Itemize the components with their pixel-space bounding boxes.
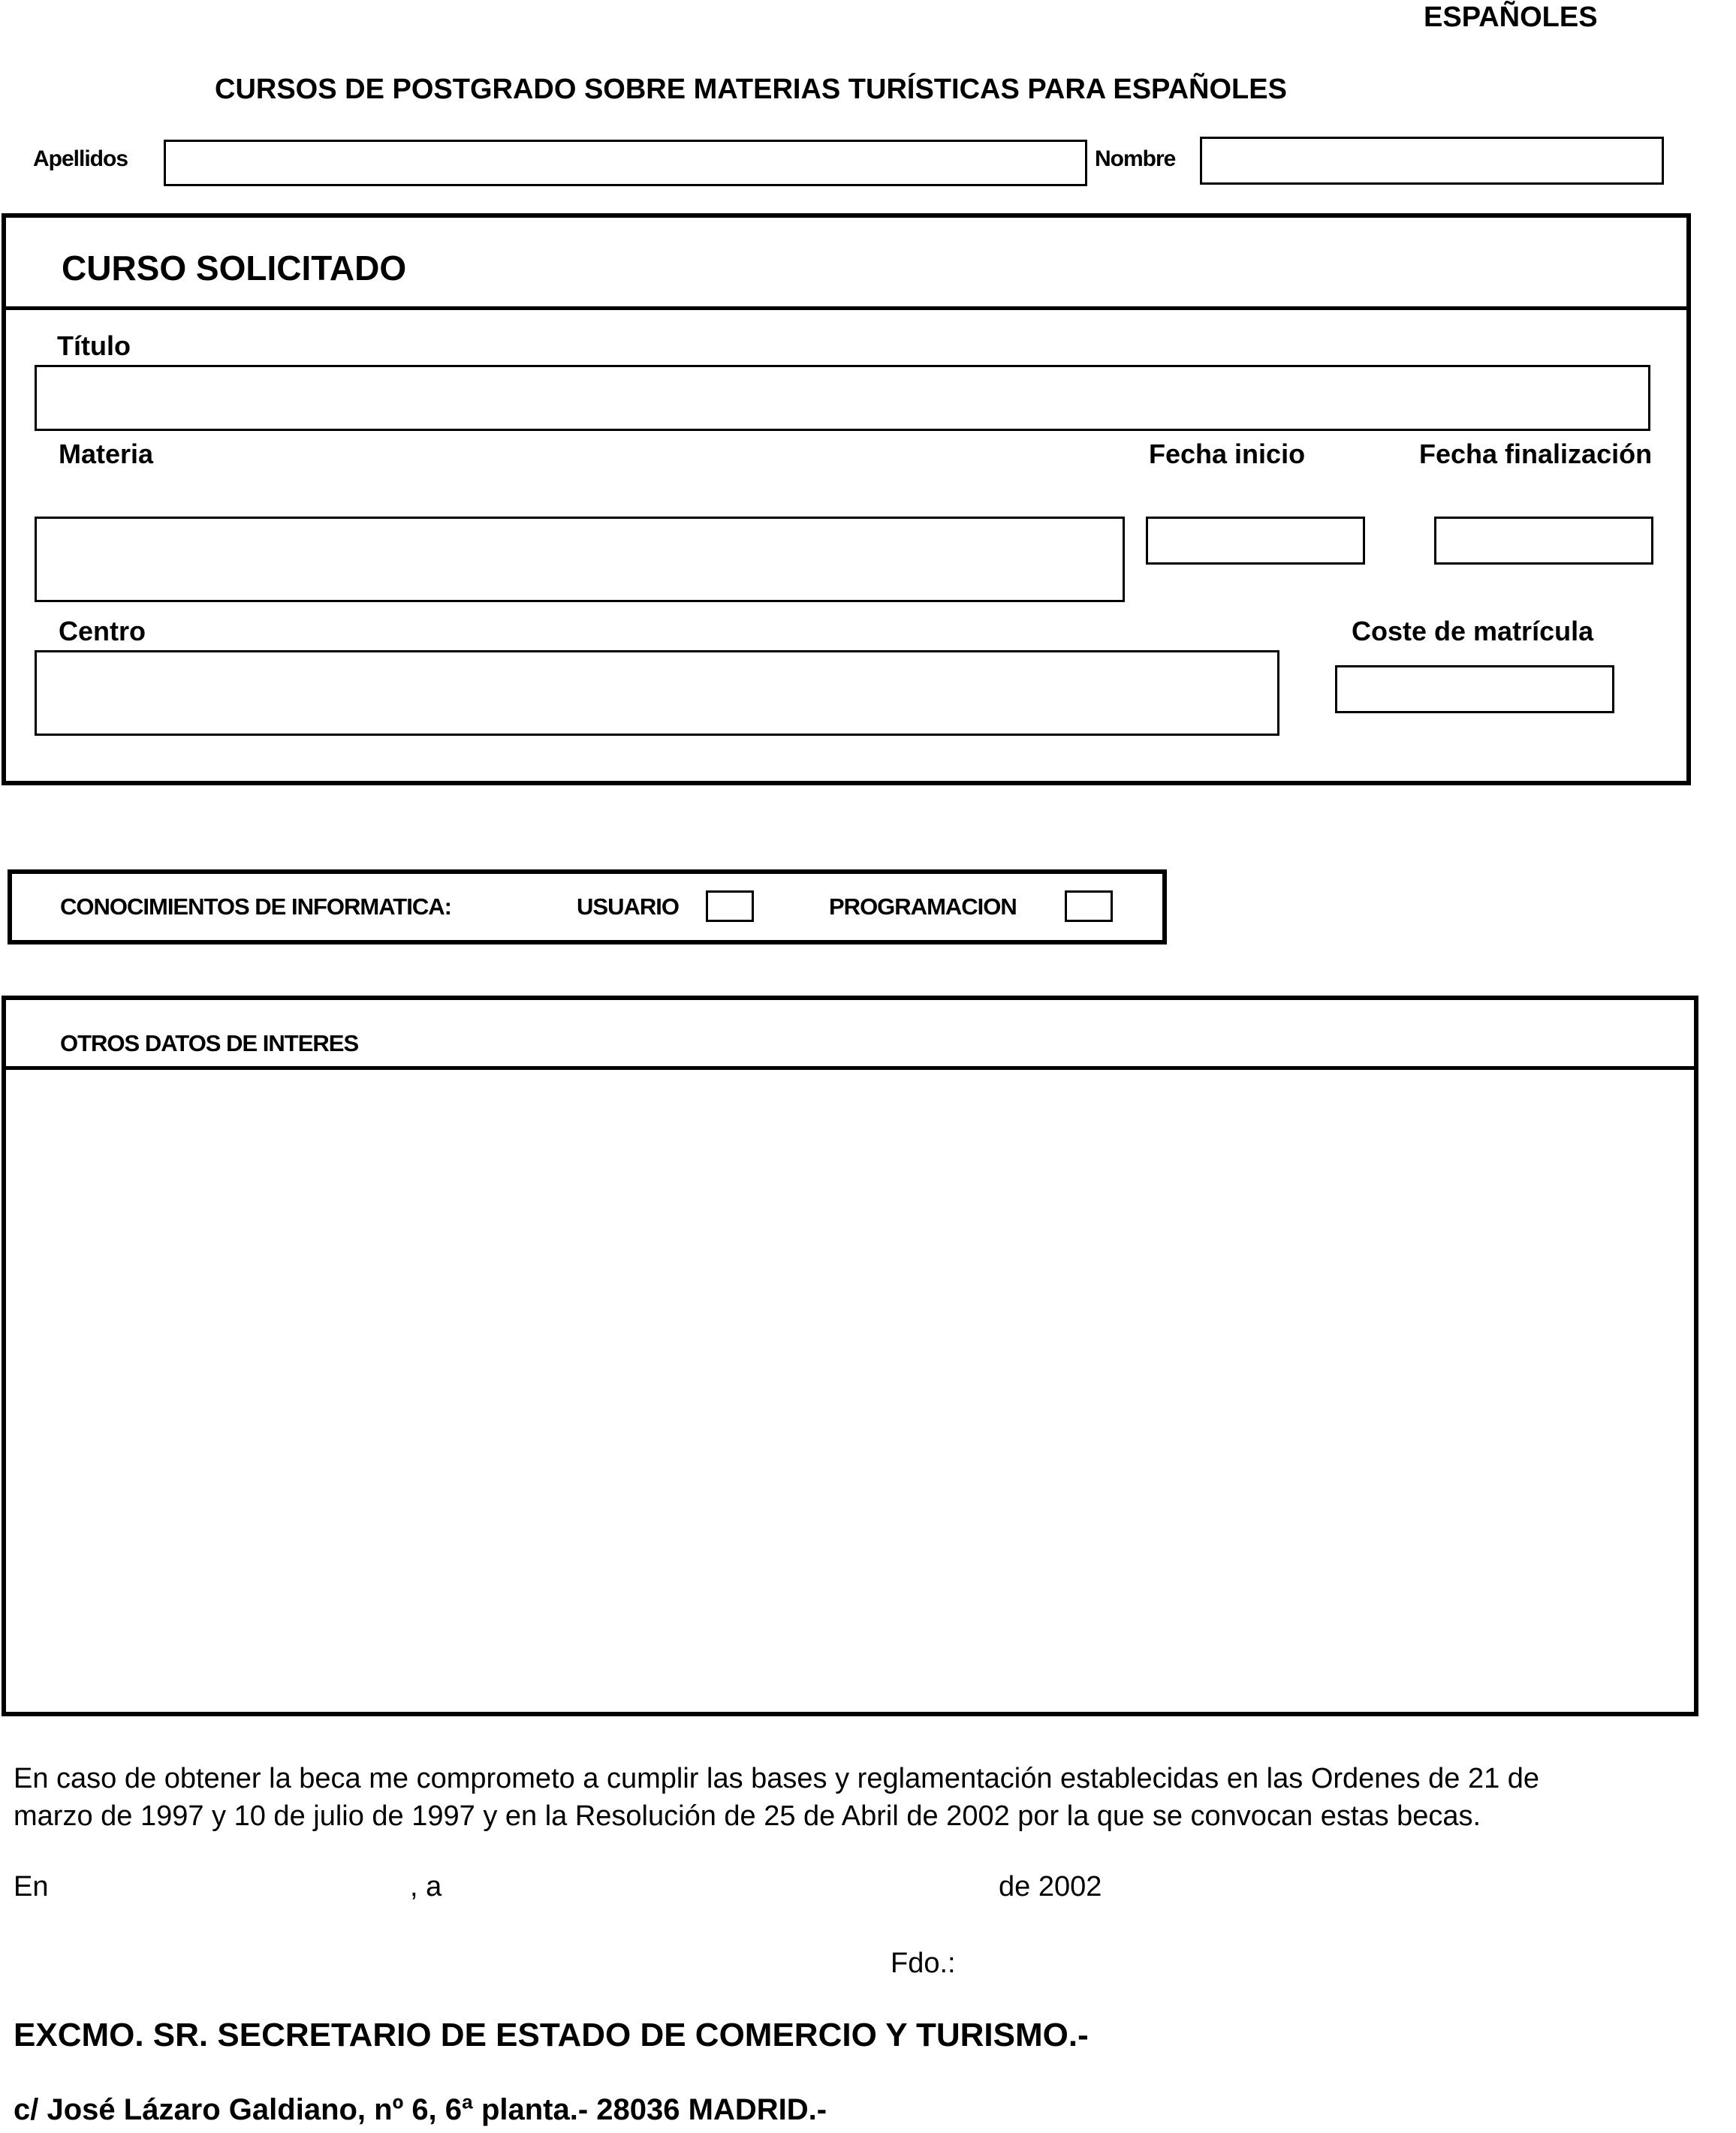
fecha-inicio-label: Fecha inicio [1149, 438, 1306, 469]
apellidos-label: Apellidos [33, 146, 128, 171]
apellidos-field[interactable] [164, 140, 1087, 186]
informatica-label: CONOCIMIENTOS DE INFORMATICA: [60, 893, 451, 920]
form-title: CURSOS DE POSTGRADO SOBRE MATERIAS TURÍSTICAS PARA ESPAÑOLES [215, 74, 1287, 105]
place-field[interactable] [68, 1866, 398, 1904]
coste-matricula-field[interactable] [1335, 665, 1614, 713]
fecha-inicio-field[interactable] [1146, 517, 1365, 565]
fecha-finalizacion-label: Fecha finalización [1419, 438, 1653, 469]
category-label: ESPAÑOLES [1424, 2, 1598, 33]
materia-label: Materia [59, 438, 154, 469]
recipient-title: EXCMO. SR. SECRETARIO DE ESTADO DE COMERCIO Y TURISMO.- [14, 2017, 1089, 2053]
titulo-label: Título [57, 330, 131, 361]
usuario-label: USUARIO [577, 893, 679, 920]
section-divider [6, 1066, 1694, 1070]
a-label: , a [410, 1871, 442, 1903]
declaration-line-1: En caso de obtener la beca me comprometo a cumplir las bases y reglamentación establecidas en las Ordenes de 21 de [14, 1763, 1540, 1794]
section-divider [6, 306, 1686, 310]
titulo-field[interactable] [35, 365, 1650, 431]
fecha-finalizacion-field[interactable] [1434, 517, 1653, 565]
nombre-field[interactable] [1200, 137, 1664, 185]
centro-label: Centro [59, 616, 146, 646]
materia-field[interactable] [35, 517, 1125, 602]
otros-datos-field[interactable] [9, 1071, 1688, 1706]
fdo-label: Fdo.: [891, 1948, 956, 1979]
programacion-checkbox[interactable] [1065, 890, 1113, 922]
declaration-line-2: marzo de 1997 y 10 de julio de 1997 y en la Resolución de 25 de Abril de 2002 por la que se convocan estas becas. [14, 1800, 1481, 1832]
coste-matricula-label: Coste de matrícula [1352, 616, 1594, 646]
date-field[interactable] [458, 1866, 984, 1904]
programacion-label: PROGRAMACION [829, 893, 1017, 920]
signature-field[interactable] [976, 1943, 1502, 1981]
recipient-address: c/ José Lázaro Galdiano, nº 6, 6ª planta.- 28036 MADRID.- [14, 2093, 827, 2126]
usuario-checkbox[interactable] [706, 890, 754, 922]
year-label: de 2002 [999, 1871, 1102, 1903]
en-label: En [14, 1871, 49, 1903]
nombre-label: Nombre [1095, 146, 1176, 171]
otros-datos-heading: OTROS DATOS DE INTERES [60, 1030, 359, 1056]
curso-solicitado-heading: CURSO SOLICITADO [62, 249, 407, 288]
centro-field[interactable] [35, 650, 1279, 736]
